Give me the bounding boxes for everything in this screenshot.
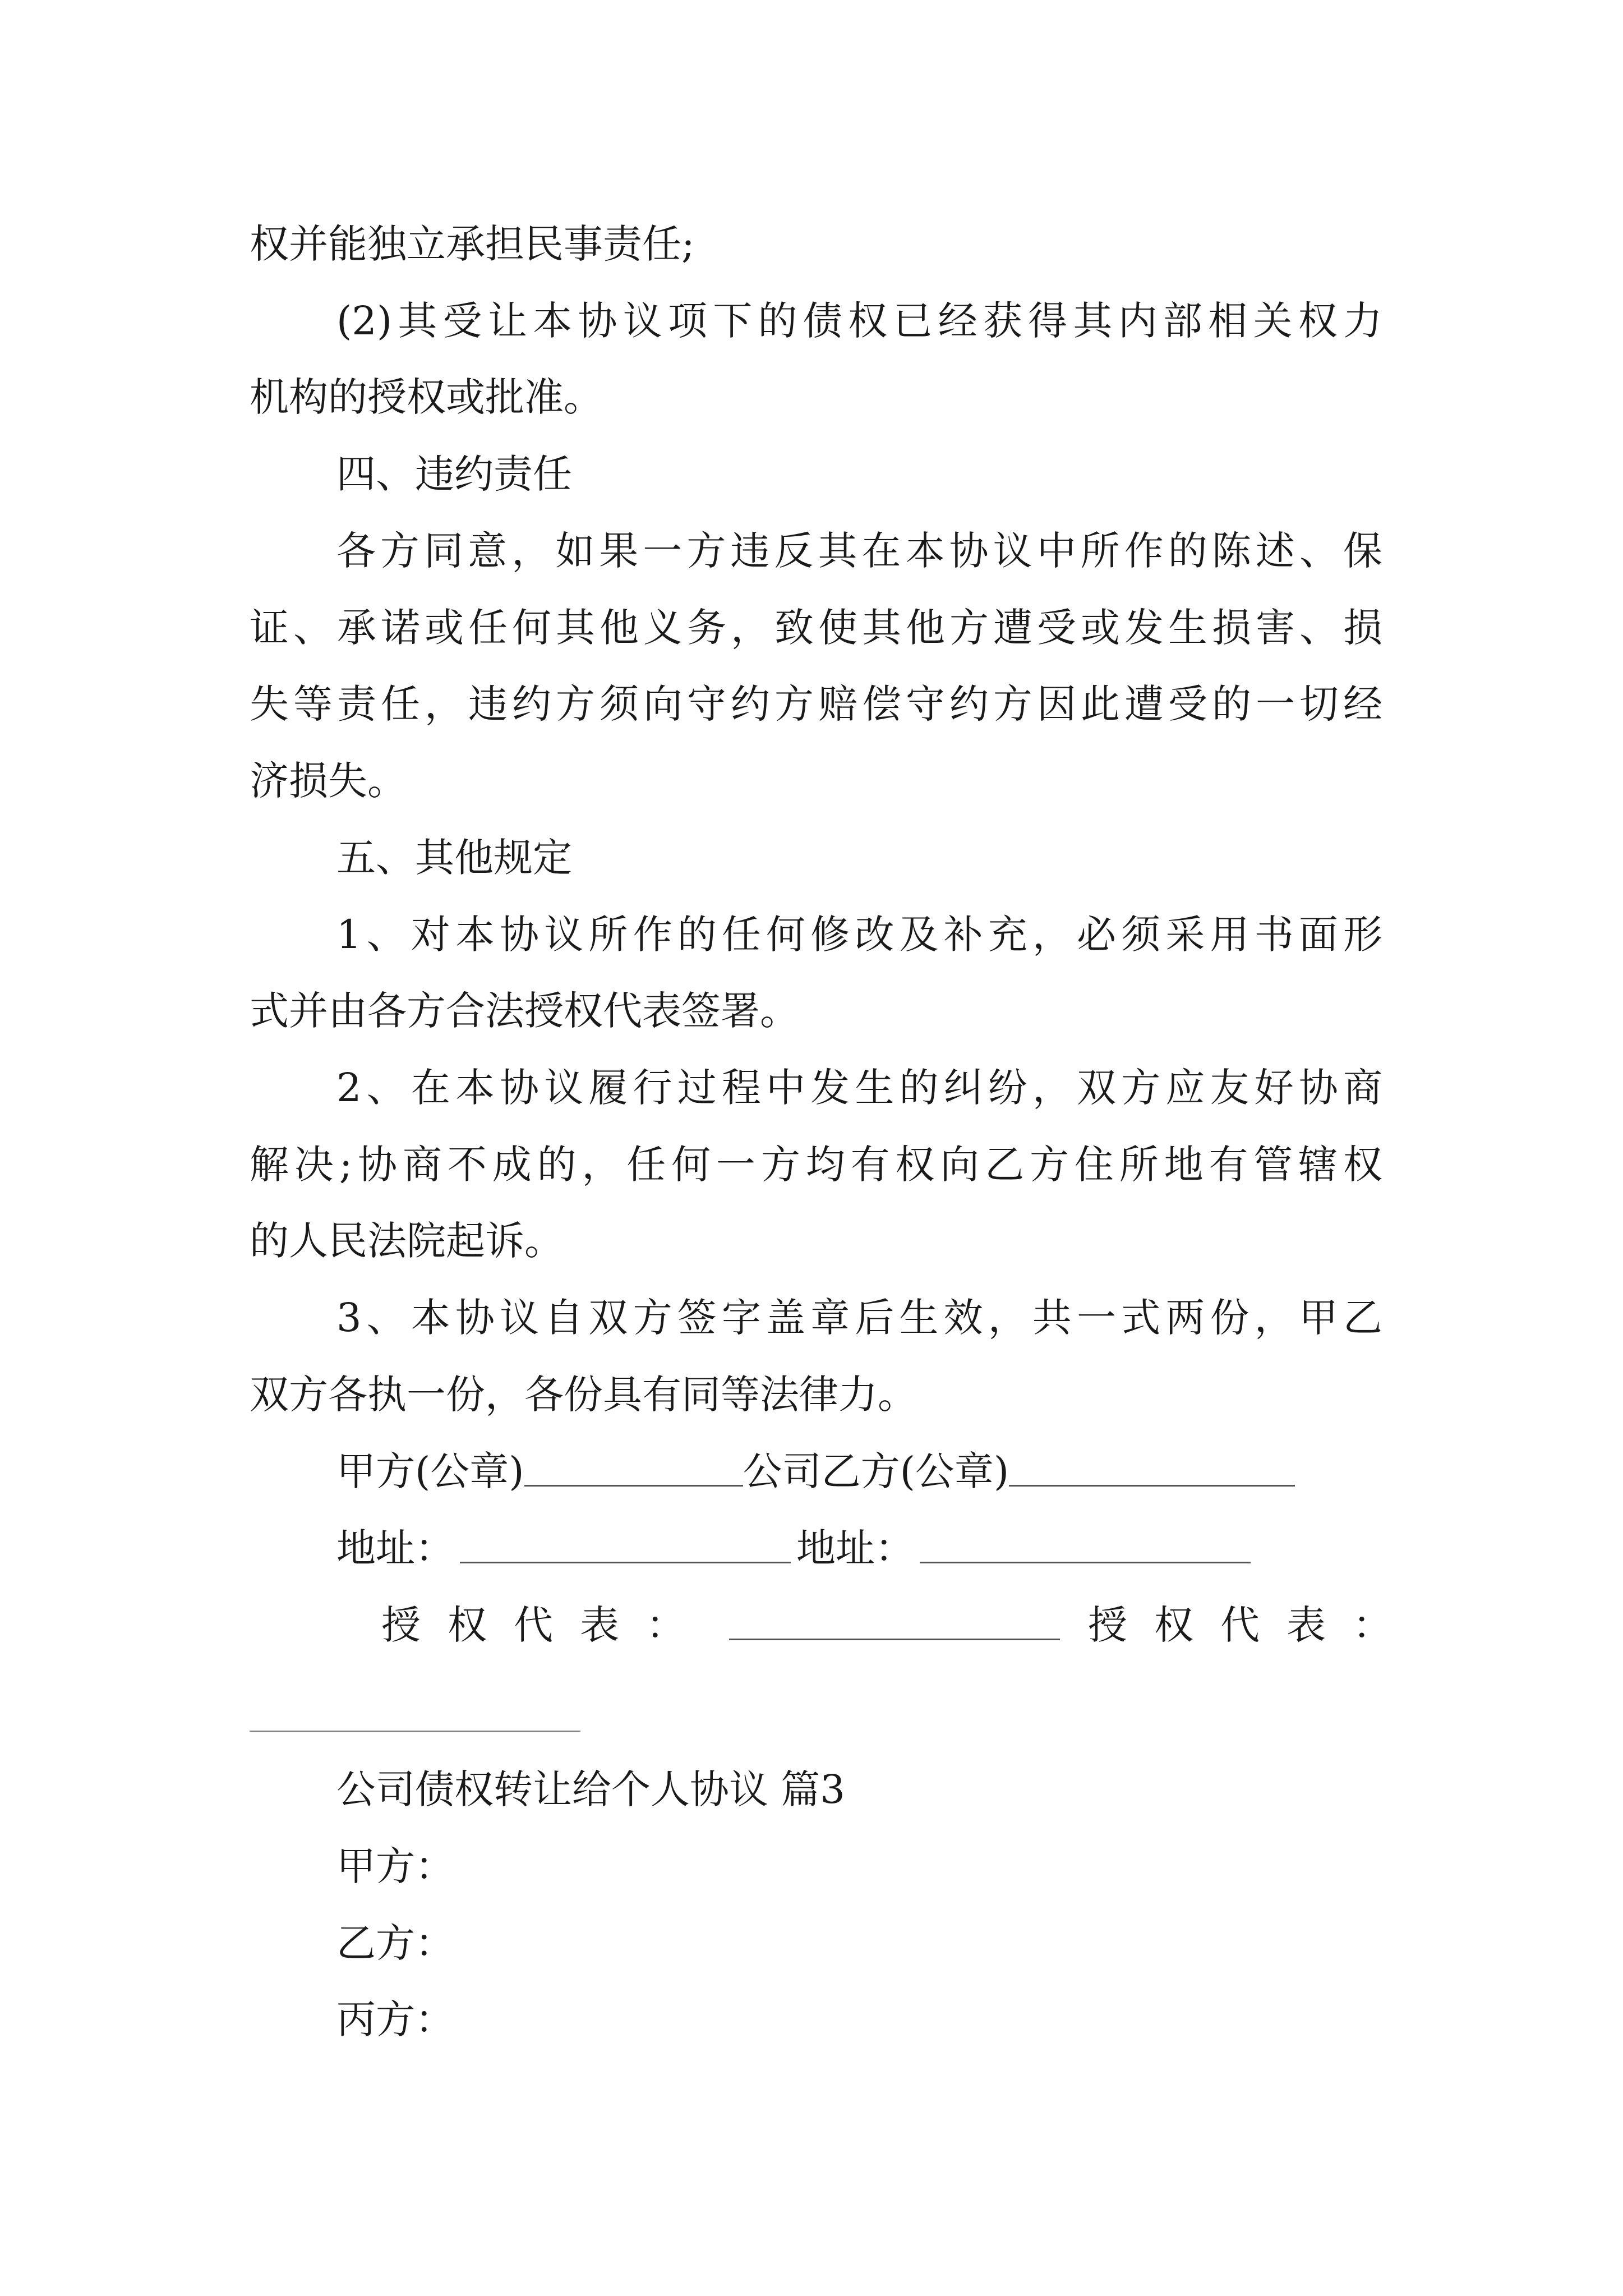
text-line: 1、对本协议所作的任何修改及补充，必须采用书面形 bbox=[336, 912, 1382, 958]
text-line: 的人民法院起诉。 bbox=[250, 1218, 564, 1264]
party-a-seal-label: 甲方(公章) bbox=[336, 1448, 524, 1494]
text-line: 解决;协商不成的，任何一方均有权向乙方住所地有管辖权 bbox=[250, 1142, 1382, 1188]
text-line: 机构的授权或批准。 bbox=[250, 374, 603, 420]
text-line: 各方同意，如果一方违反其在本协议中所作的陈述、保 bbox=[336, 528, 1382, 574]
party-a-seal-blank[interactable] bbox=[524, 1485, 743, 1487]
rep-label-b: 授权代表： bbox=[1088, 1602, 1419, 1648]
rep-blank-a[interactable] bbox=[729, 1639, 1060, 1640]
text-line: 济损失。 bbox=[250, 758, 407, 804]
section-title: 公司债权转让给个人协议 篇3 bbox=[336, 1766, 845, 1812]
text-line: (2)其受让本协议项下的债权已经获得其内部相关权力 bbox=[336, 298, 1382, 344]
party-b-seal-label: 公司乙方(公章) bbox=[743, 1448, 1009, 1494]
text-line: 证、承诺或任何其他义务，致使其他方遭受或发生损害、损 bbox=[250, 605, 1382, 651]
party-c-field: 丙方： bbox=[336, 1996, 454, 2042]
signature-row-representative bbox=[381, 1602, 1419, 1648]
signature-row-address bbox=[336, 1525, 1251, 1571]
text-line: 2、在本协议履行过程中发生的纠纷，双方应友好协商 bbox=[336, 1065, 1382, 1111]
text-line: 式并由各方合法授权代表签署。 bbox=[250, 988, 799, 1034]
signature-row-seal bbox=[336, 1448, 1295, 1494]
text-line: 权并能独立承担民事责任; bbox=[250, 221, 695, 267]
address-label-a: 地址： bbox=[336, 1525, 454, 1571]
address-label-b: 地址： bbox=[796, 1525, 914, 1571]
text-line: 失等责任，违约方须向守约方赔偿守约方因此遭受的一切经 bbox=[250, 681, 1382, 727]
party-a-field: 甲方： bbox=[336, 1843, 454, 1889]
rep-label-a: 授权代表： bbox=[381, 1602, 712, 1648]
section-heading: 五、其他规定 bbox=[336, 835, 572, 881]
text-line: 3、本协议自双方签字盖章后生效，共一式两份，甲乙 bbox=[336, 1295, 1382, 1341]
address-blank-b[interactable] bbox=[920, 1562, 1251, 1563]
rep-blank-continuation[interactable] bbox=[250, 1731, 580, 1732]
text-line: 双方各执一份，各份具有同等法律力。 bbox=[250, 1372, 917, 1418]
party-b-seal-blank[interactable] bbox=[1009, 1485, 1295, 1487]
address-blank-a[interactable] bbox=[460, 1562, 791, 1563]
party-b-field: 乙方： bbox=[336, 1920, 454, 1966]
section-heading: 四、违约责任 bbox=[336, 451, 572, 497]
